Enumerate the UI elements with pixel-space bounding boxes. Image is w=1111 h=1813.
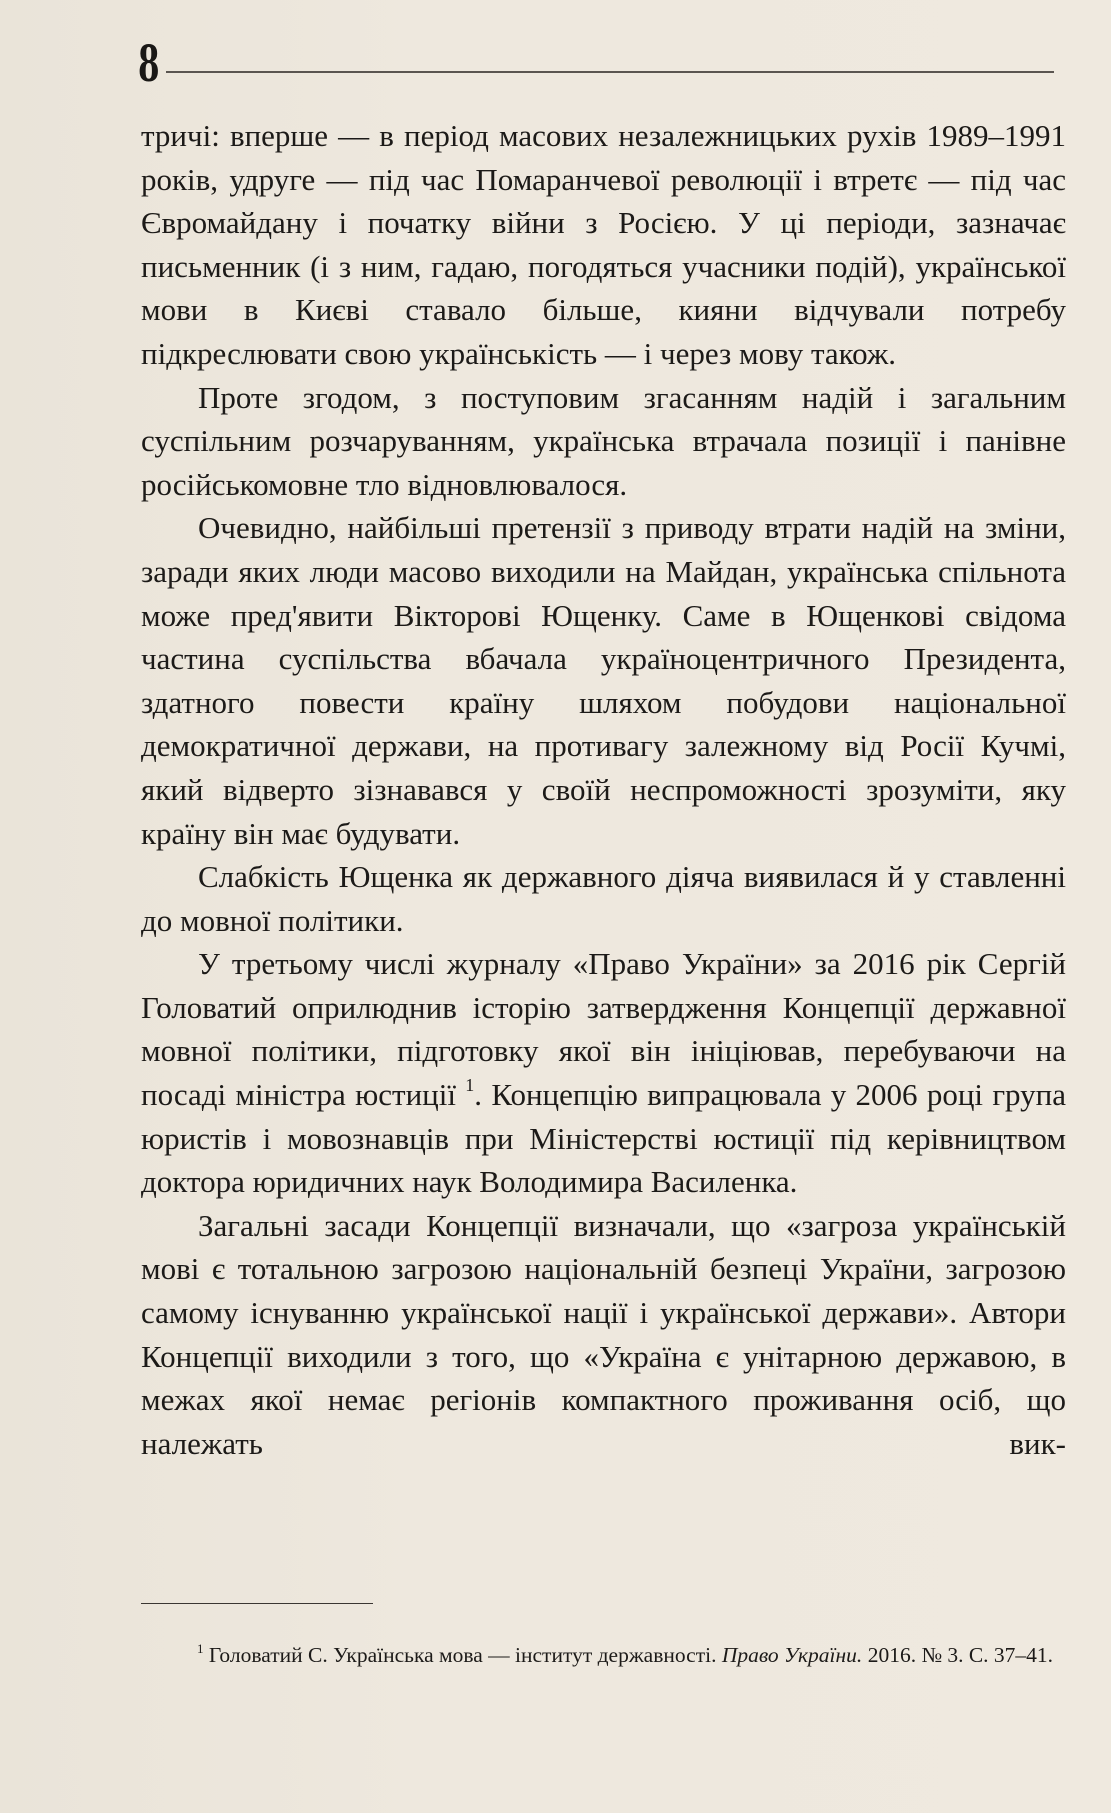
paragraph-text: . Концепцію випрацювала у 2006 році група юристів і мовознавців при Міністерстві юстиції під керівництвом доктора юридичних наук Володимира Василенка. (141, 1077, 1066, 1200)
footnote-rule (141, 1603, 373, 1604)
page-number: 8 (138, 34, 160, 93)
footnote-text: Головатий С. Українська мова — інститут державності. (203, 1643, 722, 1667)
paragraph-text: У третьому числі журналу «Право України» за 2016 рік Сергій Головатий оприлюднив історію затвердження Концепції державної мовної політики, підготовку якої він ініціював, перебуваючи на посаді міністра юстиції (141, 946, 1066, 1113)
footnote-marker: 1 (197, 1641, 204, 1656)
footnote-reference: 1 (465, 1075, 475, 1096)
header-rule (166, 71, 1054, 73)
paragraph: Слабкість Ющенка як державного діяча виявилася й у ставленні до мовної політики. (141, 859, 1066, 938)
paragraph (141, 942, 1066, 1204)
footnote-journal: Право України. (721, 1643, 863, 1667)
footnote (141, 1634, 1066, 1677)
paragraph: Проте згодом, з поступовим згасанням надій і загальним суспільним розчаруванням, українська втрачала позиції і панівне російськомовне тло відновлювалося. (141, 379, 1066, 502)
body-text (141, 114, 1066, 1465)
paragraph: Загальні засади Концепції визначали, що «загроза українській мові є тотальною загрозою національній безпеці України, загрозою самому існуванню української нації і української держави». Автори Концепції виходили з того, що «Україна є унітарною державою, в межах якої немає регіонів компактного проживання осіб, що належать вик- (141, 1207, 1066, 1461)
paragraph: тричі: вперше — в період масових незалежницьких рухів 1989–1991 років, удруге — під час Помаранчевої революції і втретє — під час Євромайдану і початку війни з Росією. У ці періоди, зазначає письменник (і з ним, гадаю, погодяться учасники подій), української мови в Києві ставало більше, кияни відчували потребу підкреслювати свою українськість — і через мову також. (141, 118, 1066, 371)
paragraph: Очевидно, найбільші претензії з приводу втрати надій на зміни, заради яких люди масово виходили на Майдан, українська спільнота може пред'явити Вікторові Ющенку. Саме в Ющенкові свідома частина суспільства вбачала україноцентричного Президента, здатного повести країну шляхом побудови національної демократичної держави, на противагу залежному від Росії Кучмі, який відверто зізнавався у своїй неспроможності зрозуміти, яку країну він має будувати. (141, 510, 1066, 851)
footnote-text: 2016. № 3. С. 37–41. (862, 1643, 1054, 1667)
